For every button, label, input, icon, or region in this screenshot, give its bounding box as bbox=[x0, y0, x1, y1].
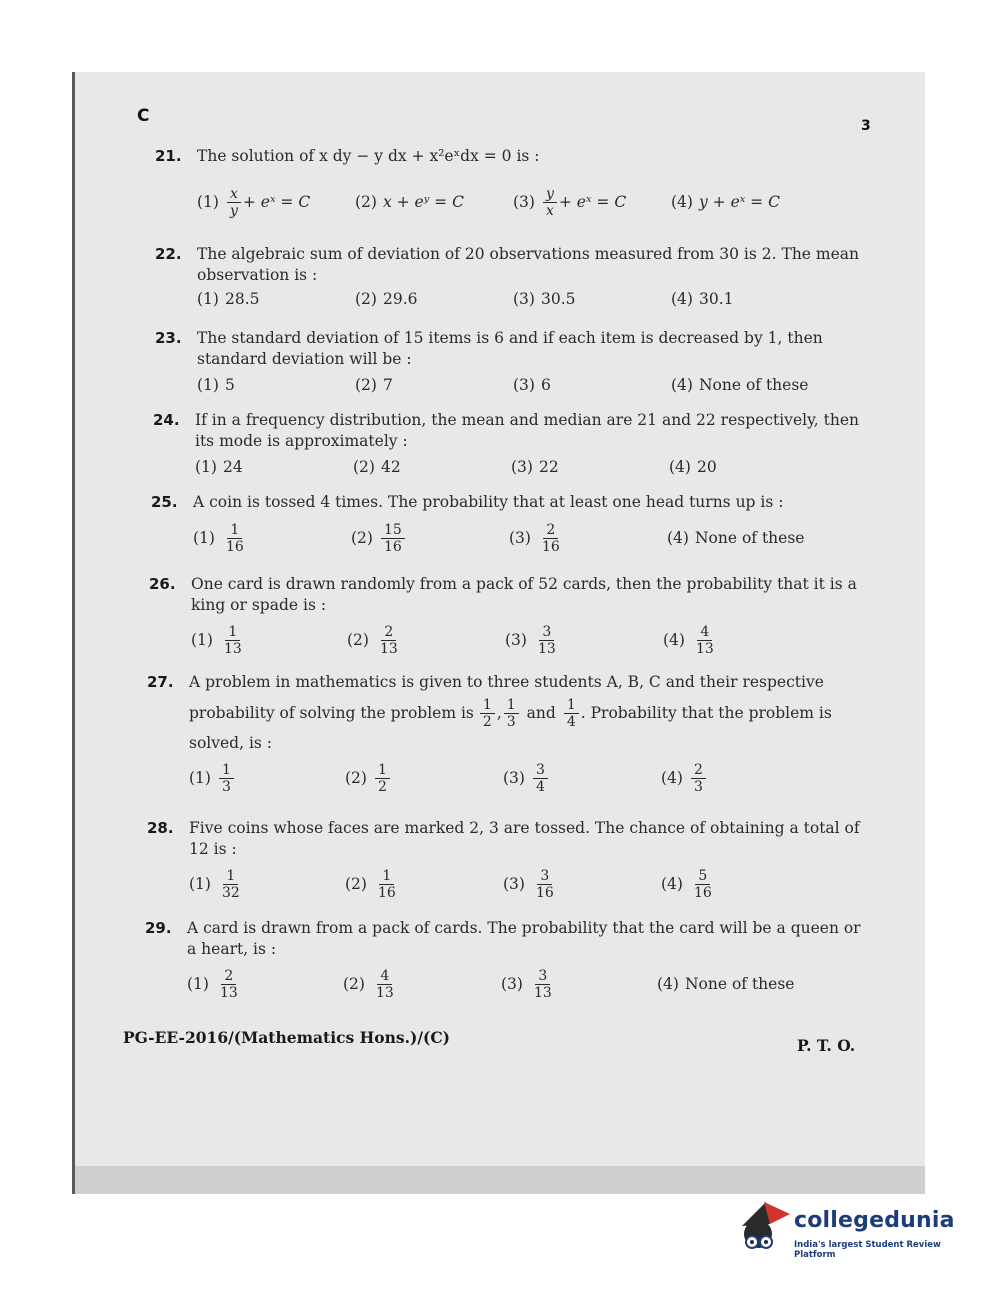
option-label: (1) bbox=[187, 974, 209, 993]
option-3[interactable] bbox=[505, 620, 561, 660]
denominator: 16 bbox=[225, 538, 244, 555]
numerator: 1 bbox=[225, 624, 240, 641]
option-1[interactable] bbox=[197, 372, 235, 398]
question-line: standard deviation will be : bbox=[197, 350, 412, 368]
question-text-part: . Probability that the problem is bbox=[580, 703, 832, 722]
option-text: 30.5 bbox=[540, 289, 576, 308]
fraction bbox=[373, 968, 397, 1001]
option-text: 6 bbox=[540, 375, 551, 394]
denominator: 16 bbox=[377, 884, 396, 901]
option-label: (1) bbox=[191, 630, 213, 649]
option-3[interactable] bbox=[503, 758, 550, 798]
option-text: 42 bbox=[380, 457, 401, 476]
option-text: 29.6 bbox=[382, 289, 418, 308]
option-text: x + eʸ = C bbox=[382, 192, 464, 211]
brand-tagline: India's largest Student Review Platform bbox=[794, 1240, 941, 1260]
option-label: (1) bbox=[189, 768, 211, 787]
fraction bbox=[543, 186, 557, 219]
numerator: x bbox=[227, 186, 241, 203]
paper-code: PG-EE-2016/(Mathematics Hons.)/(C) bbox=[123, 1028, 451, 1047]
option-text: 20 bbox=[696, 457, 717, 476]
numerator: 3 bbox=[539, 624, 554, 641]
options bbox=[197, 286, 877, 326]
option-2[interactable] bbox=[345, 864, 401, 904]
option-2[interactable] bbox=[347, 620, 403, 660]
numerator: 2 bbox=[381, 624, 396, 641]
option-label: (1) bbox=[195, 457, 217, 476]
numerator: 1 bbox=[227, 522, 242, 539]
option-label: (2) bbox=[343, 974, 365, 993]
options bbox=[189, 758, 869, 798]
numerator: 3 bbox=[533, 762, 548, 779]
denominator: 16 bbox=[535, 884, 554, 901]
question-text-part: and bbox=[526, 703, 556, 722]
option-4[interactable] bbox=[669, 454, 717, 480]
denominator: 2 bbox=[377, 778, 387, 795]
denominator: 13 bbox=[695, 640, 714, 657]
collegedunia-logo bbox=[736, 1196, 966, 1266]
option-1[interactable] bbox=[195, 454, 243, 480]
question-25 bbox=[151, 492, 875, 568]
option-4[interactable] bbox=[661, 864, 717, 904]
option-4[interactable] bbox=[661, 758, 708, 798]
option-label: (3) bbox=[513, 289, 535, 308]
option-2[interactable] bbox=[355, 182, 464, 222]
option-label: (1) bbox=[193, 528, 215, 547]
denominator: 3 bbox=[506, 713, 516, 730]
question-line bbox=[189, 693, 869, 733]
fraction bbox=[217, 968, 241, 1001]
fraction bbox=[375, 762, 390, 795]
option-label: (4) bbox=[671, 192, 693, 211]
option-label: (3) bbox=[509, 528, 531, 547]
numerator: 4 bbox=[697, 624, 712, 641]
denominator: 13 bbox=[223, 640, 242, 657]
question-line: king or spade is : bbox=[191, 596, 327, 614]
option-label: (2) bbox=[355, 192, 377, 211]
denominator: 13 bbox=[379, 640, 398, 657]
option-label: (2) bbox=[351, 528, 373, 547]
option-label: (2) bbox=[355, 289, 377, 308]
option-label: (1) bbox=[197, 192, 219, 211]
fraction bbox=[223, 522, 247, 555]
options bbox=[195, 454, 875, 494]
question-line: its mode is approximately : bbox=[195, 432, 408, 450]
option-3[interactable] bbox=[501, 964, 557, 1004]
option-text: + eˣ = C bbox=[242, 192, 311, 211]
fraction bbox=[691, 868, 715, 901]
question-text bbox=[197, 328, 823, 370]
question-number: 28. bbox=[147, 819, 174, 837]
question-28 bbox=[147, 818, 875, 910]
fraction bbox=[691, 762, 706, 795]
numerator: 4 bbox=[377, 968, 392, 985]
option-label: (1) bbox=[197, 375, 219, 394]
numerator: 2 bbox=[221, 968, 236, 985]
fraction bbox=[377, 624, 401, 657]
fraction bbox=[531, 968, 555, 1001]
fraction bbox=[227, 186, 241, 219]
denominator: 13 bbox=[219, 984, 238, 1001]
fraction bbox=[375, 868, 399, 901]
question-line: Five coins whose faces are marked 2, 3 are tossed. The chance of obtaining a total of bbox=[189, 819, 860, 837]
scan-shadow bbox=[75, 1166, 925, 1194]
question-line: observation is : bbox=[197, 266, 318, 284]
option-4[interactable] bbox=[657, 964, 794, 1004]
numerator: 1 bbox=[480, 697, 495, 714]
question-text bbox=[187, 918, 861, 960]
question-24 bbox=[153, 410, 875, 490]
option-4[interactable] bbox=[671, 372, 808, 398]
option-2[interactable] bbox=[355, 286, 417, 312]
option-2[interactable] bbox=[355, 372, 393, 398]
numerator: 5 bbox=[695, 868, 710, 885]
option-label: (4) bbox=[671, 375, 693, 394]
option-4[interactable] bbox=[671, 286, 733, 312]
option-label: (4) bbox=[657, 974, 679, 993]
option-label: (4) bbox=[669, 457, 691, 476]
option-label: (2) bbox=[345, 768, 367, 787]
option-text: 30.1 bbox=[698, 289, 734, 308]
denominator: 16 bbox=[541, 538, 560, 555]
option-2[interactable] bbox=[351, 518, 407, 558]
option-4[interactable] bbox=[671, 182, 780, 222]
option-2[interactable] bbox=[345, 758, 392, 798]
question-text bbox=[195, 410, 859, 452]
question-text: The solution of x dy − y dx + x²eˣdx = 0 is : bbox=[197, 147, 540, 165]
denominator: 16 bbox=[693, 884, 712, 901]
option-text: 24 bbox=[222, 457, 243, 476]
options bbox=[197, 372, 877, 412]
denominator: 13 bbox=[533, 984, 552, 1001]
denominator: 2 bbox=[482, 713, 492, 730]
question-text bbox=[191, 574, 857, 616]
option-1[interactable] bbox=[189, 758, 236, 798]
option-1[interactable] bbox=[189, 864, 245, 904]
question-29 bbox=[145, 918, 875, 1010]
options bbox=[193, 518, 873, 558]
question-line: a heart, is : bbox=[187, 940, 277, 958]
option-label: (3) bbox=[501, 974, 523, 993]
option-text: 7 bbox=[382, 375, 393, 394]
question-text bbox=[189, 818, 860, 860]
page-number: 3 bbox=[861, 118, 871, 134]
options bbox=[191, 620, 871, 660]
options bbox=[189, 864, 869, 904]
numerator: 1 bbox=[564, 697, 579, 714]
numerator: 1 bbox=[223, 868, 238, 885]
option-label: (3) bbox=[505, 630, 527, 649]
option-4[interactable] bbox=[667, 518, 804, 558]
option-label: (4) bbox=[661, 874, 683, 893]
option-text: None of these bbox=[684, 974, 795, 993]
question-26 bbox=[149, 574, 875, 666]
numerator: y bbox=[543, 186, 557, 203]
numerator: 1 bbox=[219, 762, 234, 779]
set-code: C bbox=[137, 106, 150, 126]
question-number: 22. bbox=[155, 245, 182, 263]
option-1[interactable] bbox=[197, 286, 259, 312]
fraction bbox=[564, 697, 579, 730]
option-label: (4) bbox=[661, 768, 683, 787]
numerator: 1 bbox=[504, 697, 519, 714]
option-3[interactable] bbox=[503, 864, 559, 904]
option-2[interactable] bbox=[353, 454, 401, 480]
question-text bbox=[189, 672, 869, 754]
option-label: (4) bbox=[663, 630, 685, 649]
question-number: 24. bbox=[153, 411, 180, 429]
denominator: 4 bbox=[566, 713, 576, 730]
option-text: + eˣ = C bbox=[558, 192, 627, 211]
option-1[interactable] bbox=[191, 620, 247, 660]
options bbox=[197, 182, 877, 222]
scanned-page bbox=[72, 72, 925, 1194]
denominator: 13 bbox=[375, 984, 394, 1001]
question-line: The algebraic sum of deviation of 20 observations measured from 30 is 2. The mean bbox=[197, 245, 860, 263]
fraction bbox=[221, 624, 245, 657]
please-turn-over: P. T. O. bbox=[797, 1036, 856, 1055]
option-1[interactable] bbox=[197, 182, 310, 222]
option-3[interactable] bbox=[513, 182, 626, 222]
fraction bbox=[533, 868, 557, 901]
option-4[interactable] bbox=[663, 620, 719, 660]
numerator: 3 bbox=[535, 968, 550, 985]
option-3[interactable] bbox=[513, 372, 551, 398]
fraction bbox=[539, 522, 563, 555]
numerator: 2 bbox=[691, 762, 706, 779]
option-text: None of these bbox=[698, 375, 809, 394]
option-2[interactable] bbox=[343, 964, 399, 1004]
numerator: 2 bbox=[543, 522, 558, 539]
question-number: 23. bbox=[155, 329, 182, 347]
option-text: 5 bbox=[224, 375, 235, 394]
mascot-icon bbox=[736, 1196, 792, 1256]
question-21 bbox=[155, 146, 875, 236]
question-number: 25. bbox=[151, 493, 178, 511]
options bbox=[187, 964, 867, 1004]
denominator: 16 bbox=[383, 538, 402, 555]
option-label: (2) bbox=[345, 874, 367, 893]
denominator: 3 bbox=[693, 778, 703, 795]
option-label: (1) bbox=[189, 874, 211, 893]
question-line: One card is drawn randomly from a pack of 52 cards, then the probability that it is a bbox=[191, 575, 857, 593]
fraction bbox=[504, 697, 519, 730]
denominator: y bbox=[229, 202, 238, 219]
option-label: (2) bbox=[355, 375, 377, 394]
fraction bbox=[693, 624, 717, 657]
denominator: 32 bbox=[221, 884, 240, 901]
question-text-part: probability of solving the problem is bbox=[189, 703, 474, 722]
question-text-part: , bbox=[496, 703, 502, 722]
fraction bbox=[219, 762, 234, 795]
option-label: (2) bbox=[353, 457, 375, 476]
option-label: (3) bbox=[503, 874, 525, 893]
option-3[interactable] bbox=[509, 518, 565, 558]
denominator: x bbox=[545, 202, 554, 219]
fraction bbox=[533, 762, 548, 795]
denominator: 13 bbox=[537, 640, 556, 657]
numerator: 1 bbox=[375, 762, 390, 779]
question-line: 12 is : bbox=[189, 840, 237, 858]
option-label: (4) bbox=[667, 528, 689, 547]
question-line: A card is drawn from a pack of cards. The probability that the card will be a queen or bbox=[187, 919, 861, 937]
option-label: (4) bbox=[671, 289, 693, 308]
denominator: 4 bbox=[535, 778, 545, 795]
question-number: 21. bbox=[155, 147, 182, 165]
question-23 bbox=[155, 328, 875, 408]
option-3[interactable] bbox=[511, 454, 559, 480]
option-3[interactable] bbox=[513, 286, 575, 312]
option-label: (1) bbox=[197, 289, 219, 308]
question-line: A problem in mathematics is given to three students A, B, C and their respective bbox=[189, 673, 824, 691]
question-line: The standard deviation of 15 items is 6 and if each item is decreased by 1, then bbox=[197, 329, 823, 347]
question-text: A coin is tossed 4 times. The probability that at least one head turns up is : bbox=[193, 493, 784, 511]
fraction bbox=[381, 522, 405, 555]
option-text: None of these bbox=[694, 528, 805, 547]
question-line: solved, is : bbox=[189, 734, 273, 752]
question-number: 26. bbox=[149, 575, 176, 593]
option-text: 28.5 bbox=[224, 289, 260, 308]
option-label: (2) bbox=[347, 630, 369, 649]
numerator: 3 bbox=[537, 868, 552, 885]
numerator: 15 bbox=[381, 522, 405, 539]
option-text: y + eˣ = C bbox=[698, 192, 780, 211]
fraction bbox=[219, 868, 243, 901]
numerator: 1 bbox=[379, 868, 394, 885]
question-27 bbox=[147, 672, 875, 812]
option-1[interactable] bbox=[193, 518, 249, 558]
brand-name: collegedunia bbox=[794, 1208, 955, 1233]
question-number: 27. bbox=[147, 673, 174, 691]
question-line: If in a frequency distribution, the mean and median are 21 and 22 respectively, then bbox=[195, 411, 859, 429]
option-text: 22 bbox=[538, 457, 559, 476]
fraction bbox=[480, 697, 495, 730]
question-number: 29. bbox=[145, 919, 172, 937]
option-label: (3) bbox=[513, 192, 535, 211]
question-22 bbox=[155, 244, 875, 324]
question-text bbox=[197, 244, 859, 286]
fraction bbox=[535, 624, 559, 657]
option-label: (3) bbox=[511, 457, 533, 476]
option-1[interactable] bbox=[187, 964, 243, 1004]
option-label: (3) bbox=[513, 375, 535, 394]
denominator: 3 bbox=[221, 778, 231, 795]
option-label: (3) bbox=[503, 768, 525, 787]
